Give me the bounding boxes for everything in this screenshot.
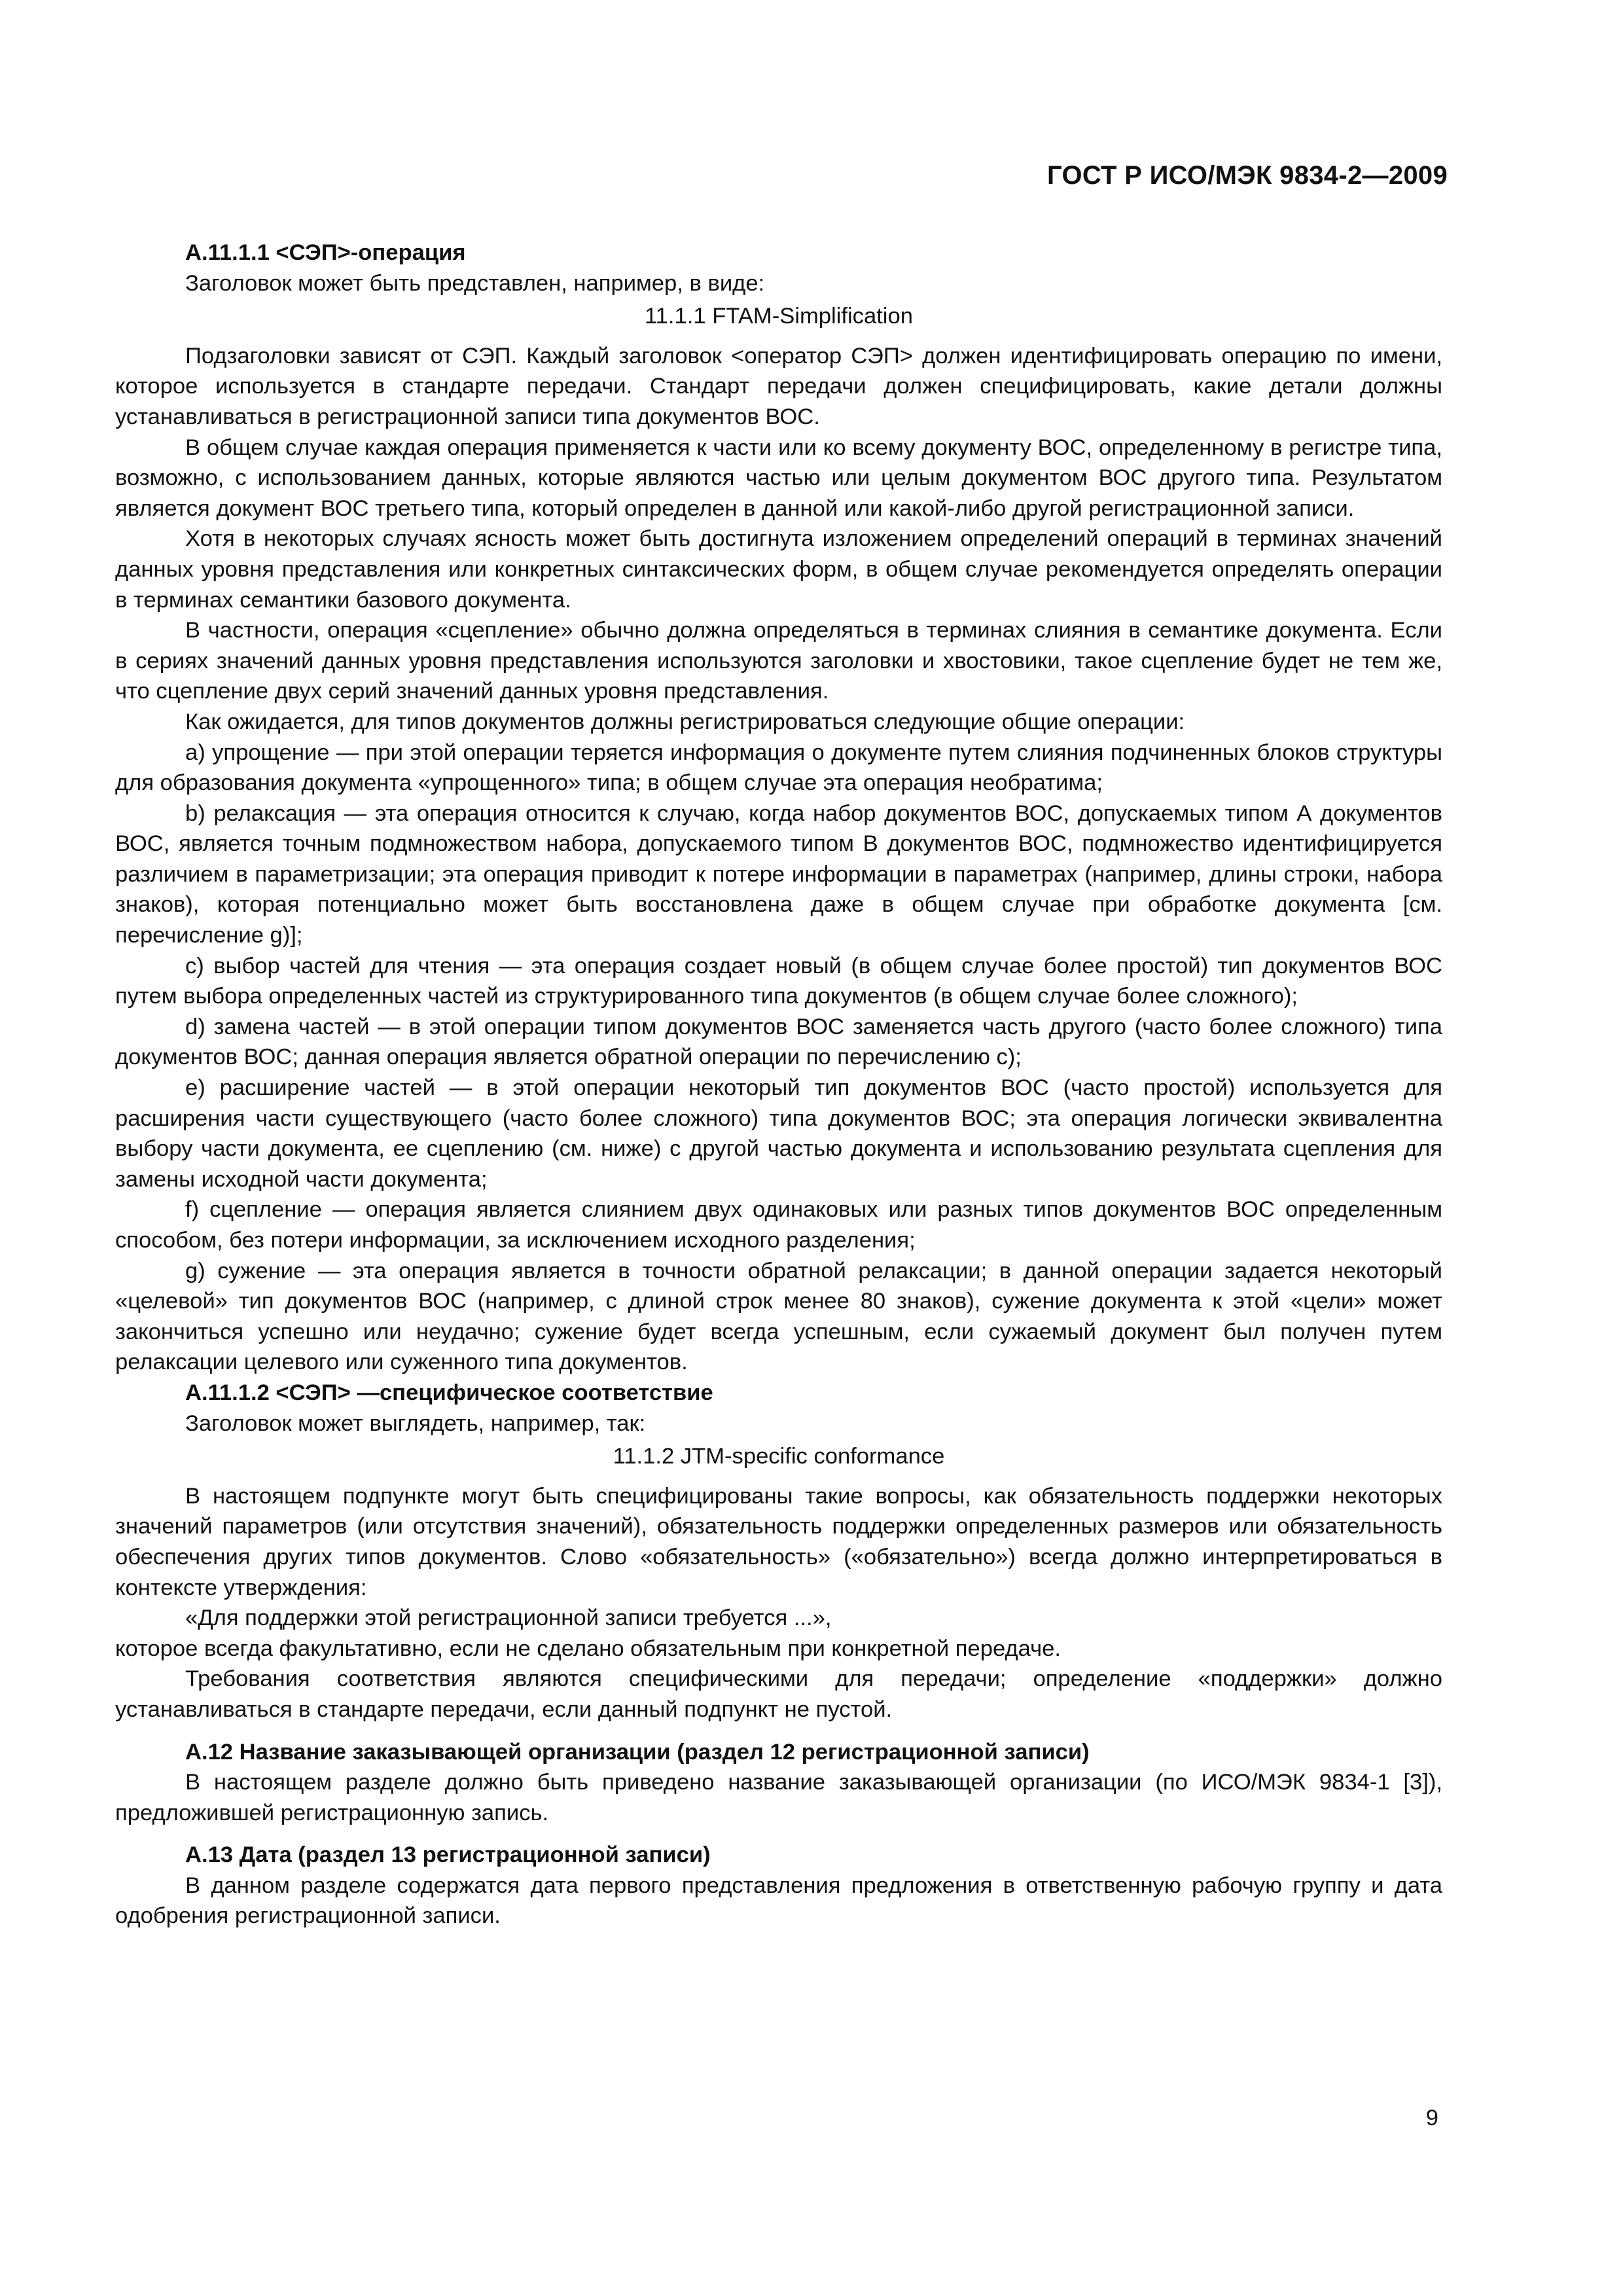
paragraph: Хотя в некоторых случаях ясность может быть достигнута изложением определений операций в терминах значений данных уровня представления или конкретных синтаксических форм, в общем случае рекомендуется определять операции в терминах семантики базового документа.: [115, 526, 1442, 613]
section-heading-a11-1-1: А.11.1.1 <СЭП>-операция: [185, 240, 466, 265]
list-item: а) упрощение — при этой операции теряется информация о документе путем слияния подчиненных блоков структуры для образования документа «упрощенного» типа; в общем случае эта операция необратима;: [115, 740, 1442, 796]
paragraph: В частности, операция «сцепление» обычно должна определяться в терминах слияния в семантике документа. Если в сериях значений данных уровня представления используются заголовки и хвостовики, такое сцепление будет не тем же, что сцепление двух серий значений данных уровня представления.: [115, 618, 1442, 704]
section-heading-a11-1-2: А.11.1.2 <СЭП> —специфическое соответствие: [185, 1380, 713, 1405]
example-heading: 11.1.2 JTM-specific conformance: [613, 1444, 945, 1469]
paragraph: В настоящем разделе должно быть приведено название заказывающей организации (по ИСО/МЭК 9834-1 [3]), предложившей регистрационную запись.: [115, 1770, 1442, 1825]
paragraph: В данном разделе содержатся дата первого представления предложения в ответственную рабочую группу и дата одобрения регистрационной записи.: [115, 1873, 1442, 1929]
section-heading-a13: А.13 Дата (раздел 13 регистрационной записи): [185, 1842, 711, 1868]
paragraph: Как ожидается, для типов документов должны регистрироваться следующие общие операции:: [185, 709, 1185, 734]
list-item: е) расширение частей — в этой операции некоторый тип документов ВОС (часто простой) используется для расширения части существующего (часто более сложного) типа документов ВОС; эта операция логически эквивалентна выбору части документа, ее сцеплению (см. ниже) с другой частью документа и использованию результата сцепления для замены исходной части документа;: [115, 1075, 1442, 1192]
page-number: 9: [1425, 2106, 1438, 2130]
document-header: ГОСТ Р ИСО/МЭК 9834-2—2009: [1047, 161, 1448, 190]
paragraph: В общем случае каждая операция применяется к части или ко всему документу ВОС, определенному в регистре типа, возможно, с использованием данных, которые являются частью или целым документом ВОС другого типа. Результатом является документ ВОС третьего типа, который определен в данной или какой-либо другой регистрационной записи.: [115, 435, 1442, 521]
page-body: [115, 238, 1442, 1931]
list-item: g) сужение — эта операция является в точности обратной релаксации; в данной операции задается некоторый «целевой» тип документов ВОС (например, с длиной строк менее 80 знаков), сужение документа к этой «цели» может закончиться успешно или неудачно; сужение будет всегда успешным, если сужаемый документ был получен путем релаксации целевого или суженного типа документов.: [115, 1258, 1442, 1375]
list-item: b) релаксация — эта операция относится к случаю, когда набор документов ВОС, допускаемых типом А документов ВОС, является точным подмножеством набора, допускаемого типом В документов ВОС, подмножество идентифицируется различием в параметризации; эта операция приводит к потере информации в параметрах (например, длины строки, набора знаков), которая потенциально может быть восстановлена даже в общем случае при обработке документа [см. перечисление g)];: [115, 800, 1442, 948]
quote-follow-text: которое всегда факультативно, если не сделано обязательным при конкретной передаче.: [115, 1636, 1061, 1661]
paragraph: Требования соответствия являются специфическими для передачи; определение «поддержки» должно устанавливаться в стандарте передачи, если данный подпункт не пустой.: [115, 1666, 1442, 1722]
quote-text: «Для поддержки этой регистрационной записи требуется ...»,: [185, 1605, 832, 1631]
paragraph: В настоящем подпункте могут быть специфицированы такие вопросы, как обязательность поддержки некоторых значений параметров (или отсутствия значений), обязательность поддержки определенных размеров или обязательность обеспечения других типов документов. Слово «обязательность» («обязательно») всегда должно интерпретироваться в контексте утверждения:: [115, 1483, 1442, 1600]
intro-text: Заголовок может выглядеть, например, так:: [185, 1410, 646, 1436]
list-item: с) выбор частей для чтения — эта операция создает новый (в общем случае более простой) тип документов ВОС путем выбора определенных частей из структурированного типа документов (в общем случае более сложного);: [115, 953, 1442, 1009]
example-heading: 11.1.1 FTAM-Simplification: [645, 304, 913, 329]
list-item: f) сцепление — операция является слиянием двух одинаковых или разных типов документов ВОС определенным способом, без потери информации, за исключением исходного разделения;: [115, 1197, 1442, 1253]
intro-text: Заголовок может быть представлен, например, в виде:: [185, 270, 765, 296]
list-item: d) замена частей — в этой операции типом документов ВОС заменяется часть другого (часто более сложного) типа документов ВОС; данная операция является обратной операции по перечислению с);: [115, 1014, 1442, 1070]
section-heading-a12: А.12 Название заказывающей организации (раздел 12 регистрационной записи): [185, 1739, 1090, 1765]
paragraph: Подзаголовки зависят от СЭП. Каждый заголовок <оператор СЭП> должен идентифицировать операцию по имени, которое используется в стандарте передачи. Стандарт передачи должен специфицировать, какие детали должны устанавливаться в регистрационной записи типа документов ВОС.: [115, 343, 1442, 429]
